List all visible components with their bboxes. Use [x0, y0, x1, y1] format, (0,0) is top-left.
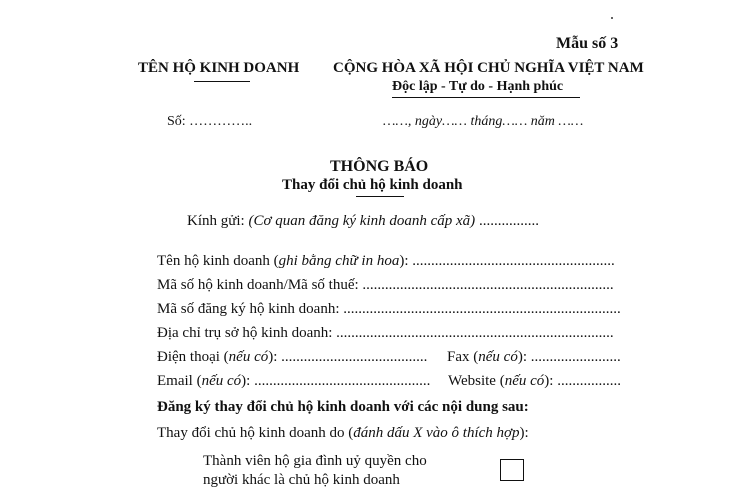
phone-note: nếu có: [228, 349, 269, 365]
form-number: Mẫu số 3: [556, 35, 619, 52]
addressee-value: (Cơ quan đăng ký kinh doanh cấp xã): [248, 213, 476, 229]
option-1-checkbox[interactable]: [500, 459, 524, 481]
option-1-text-line-1: Thành viên hộ gia đình uỷ quyền cho: [203, 453, 427, 469]
business-name-dots: ): ......................................................: [399, 253, 615, 269]
scan-speck: [611, 17, 613, 19]
fax-note: nếu có: [478, 349, 518, 365]
field-address: Địa chỉ trụ sở hộ kinh doanh: ..........................................................................: [157, 325, 614, 341]
field-email: [157, 373, 430, 390]
website-dots: ): .................: [544, 373, 621, 389]
email-note: nếu có: [201, 373, 242, 389]
email-label: Email (: [157, 373, 202, 389]
website-note: nếu có: [504, 373, 545, 389]
reason-note: đánh dấu X vào ô thích hợp: [353, 425, 520, 441]
document-subtitle: Thay đổi chủ hộ kinh doanh: [282, 177, 463, 193]
document-date: ……, ngày…… tháng…… năm ……: [383, 114, 584, 129]
change-reason: [157, 425, 529, 442]
field-website: [448, 373, 621, 390]
document-number: Số: …………..: [167, 114, 253, 129]
business-name-label: Tên hộ kinh doanh (: [157, 253, 279, 269]
header-underline: [194, 81, 250, 82]
addressee-line: [187, 213, 539, 230]
business-name-header: TÊN HỘ KINH DOANH: [138, 60, 300, 76]
option-1-text-line-2: người khác là chủ hộ kinh doanh: [203, 472, 400, 488]
reason-tail: ):: [519, 425, 529, 441]
field-business-name: [157, 253, 615, 270]
phone-dots: ): .......................................: [268, 349, 428, 365]
fax-dots: ): ........................: [517, 349, 621, 365]
field-phone: [157, 349, 427, 366]
section-heading: Đăng ký thay đổi chủ hộ kinh doanh với các nội dung sau:: [157, 399, 529, 415]
field-registration-code: Mã số đăng ký hộ kinh doanh: ..........................................................................: [157, 301, 621, 317]
subtitle-underline: [356, 196, 404, 197]
document-title: THÔNG BÁO: [330, 158, 429, 175]
national-motto: Độc lập - Tự do - Hạnh phúc: [392, 79, 564, 94]
business-name-note: ghi bằng chữ in hoa: [278, 253, 400, 269]
addressee-label: Kính gửi:: [187, 213, 249, 229]
phone-label: Điện thoại (: [157, 349, 229, 365]
website-label: Website (: [448, 373, 505, 389]
field-fax: [447, 349, 621, 366]
motto-underline: [392, 97, 580, 98]
republic-header: CỘNG HÒA XÃ HỘI CHỦ NGHĨA VIỆT NAM: [333, 60, 644, 76]
reason-label: Thay đổi chủ hộ kinh doanh do (: [157, 425, 354, 441]
addressee-dots: ................: [475, 213, 539, 229]
field-business-code: Mã số hộ kinh doanh/Mã số thuế: ...................................................................: [157, 277, 614, 293]
email-dots: ): ...............................................: [241, 373, 431, 389]
fax-label: Fax (: [447, 349, 479, 365]
